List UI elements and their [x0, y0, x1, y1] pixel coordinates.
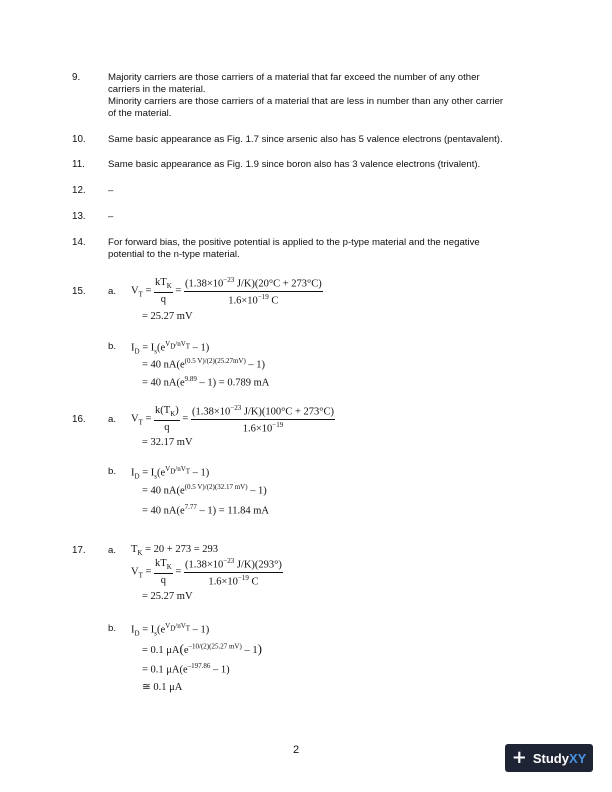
item-17-id-step-3: = 0.1 $\mu A(e^{-197.86} - 1)$: [142, 662, 230, 676]
item-16-part-b: b.: [108, 466, 117, 477]
item-14-line-1: For forward bias, the positive potential is applied to the p-type material and the negative: [108, 237, 480, 248]
item-15-part-a: a.: [108, 286, 117, 297]
item-17-tk-line: $T_K = 20 + 273 = 293$: [131, 544, 218, 558]
item-11-text: Same basic appearance as Fig. 1.9 since boron also has 3 valence electrons (trivalent).: [108, 159, 481, 170]
item-9-line-2: carriers in the material.: [108, 84, 206, 95]
item-15-id-step-2: = 40 $nA(e^{(0.5 V)/(2)(25.27mV)} - 1)$: [142, 357, 266, 371]
item-14-line-2: potential to the n-type material.: [108, 249, 240, 260]
item-10-text: Same basic appearance as Fig. 1.7 since arsenic also has 5 valence electrons (pentavalent).: [108, 134, 503, 145]
plus-icon: +: [511, 747, 527, 768]
item-number-17: 17.: [72, 545, 86, 556]
item-15-vt-result: = 25.27 mV: [142, 311, 193, 322]
item-9-line-4: of the material.: [108, 108, 172, 119]
item-15-id-formula: $I_D = I_s(e^{V_D/nV_T} - 1)$: [131, 340, 210, 356]
item-16-id-formula: $I_D = I_s(e^{V_D/nV_T} - 1)$: [131, 465, 210, 481]
item-number-13: 13.: [72, 211, 86, 222]
item-16-id-step-2: = 40 $nA(e^{(0.5 V)/(2)(32.17 mV)} - 1)$: [142, 483, 267, 497]
item-16-part-a: a.: [108, 414, 117, 425]
item-number-15: 15.: [72, 286, 86, 297]
item-15-part-b: b.: [108, 341, 117, 352]
item-17-vt-result: = 25.27 mV: [142, 591, 193, 602]
item-12-text: –: [108, 185, 114, 196]
page-number: 2: [293, 744, 300, 756]
item-9-line-3: Minority carriers are those carriers of a material that are less in number than any other carrier: [108, 96, 504, 107]
item-17-part-b: b.: [108, 623, 117, 634]
item-16-id-step-3: = 40 $nA(e^{7.77} - 1) = 11.84$ mA: [142, 503, 269, 517]
item-number-12: 12.: [72, 185, 86, 196]
item-17-id-formula: $I_D = I_s(e^{V_D/nV_T} - 1)$: [131, 622, 210, 638]
item-17-part-a: a.: [108, 545, 117, 556]
item-number-16: 16.: [72, 414, 86, 425]
studyxy-logo[interactable]: [505, 744, 593, 772]
item-number-14: 14.: [72, 237, 86, 248]
item-17-vt-equation: $V_T$ = $\frac{kT_K}{q}$ = $\frac{(1.38\times 10^{-23} J/K)(293^\circ)}{1.6\times 10^{-19} C}$: [131, 557, 282, 587]
item-13-text: –: [108, 211, 114, 222]
item-15-vt-equation: $V_T$ = $\frac{kT_K}{q}$ = $\frac{(1.38\times 10^{-23} J/K)(20^\circ C + 273^\circ C)}{1.6\times 10^{-19} C}$: [131, 276, 322, 306]
item-17-id-step-4: ≅ 0.1 μA: [142, 682, 183, 693]
item-number-10: 10.: [72, 134, 86, 145]
item-15-id-step-3: = 40 $nA(e^{9.89} - 1) = 0.789$ mA: [142, 375, 270, 389]
item-16-vt-equation: $V_T$ = $\frac{k(T_K)}{q}$ = $\frac{(1.38\times 10^{-23} J/K)(100^\circ C + 273^\circ C)}{1.6\times 10^{-19}}$: [131, 404, 334, 434]
item-number-11: 11.: [72, 159, 85, 170]
item-9-line-1: Majority carriers are those carriers of a material that far exceed the number of any other: [108, 72, 480, 83]
brand-name: StudyXY: [532, 750, 587, 766]
item-17-id-step-2: = 0.1 $\mu A(e^{-10/(2)(25.27 mV)} - 1)$: [142, 641, 262, 656]
item-number-9: 9.: [72, 72, 81, 83]
item-16-vt-result: = 32.17 mV: [142, 437, 193, 448]
